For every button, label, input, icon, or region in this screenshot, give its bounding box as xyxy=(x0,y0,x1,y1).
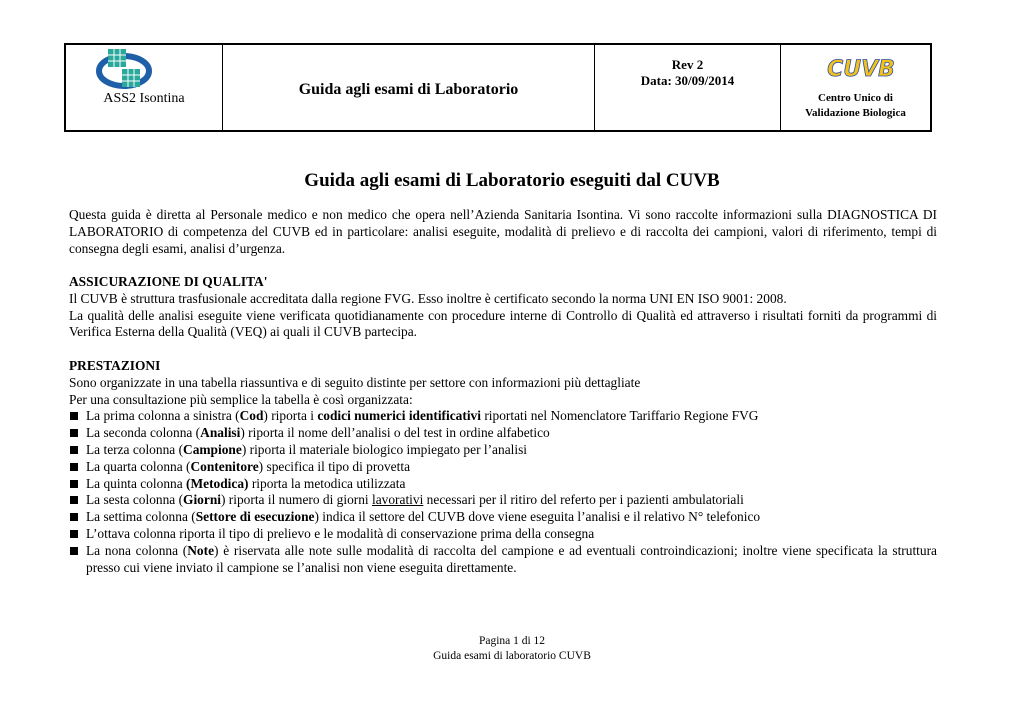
revision-date: Data: 30/09/2014 xyxy=(640,73,735,88)
ass2-logo-icon xyxy=(96,47,152,91)
list-item: La sesta colonna (Giorni) riporta il numero di giorni lavorativi necessari per il ritiro del referto per i pazienti ambulatoriali xyxy=(69,492,937,509)
column-list xyxy=(69,408,937,576)
list-item: La quinta colonna (Metodica) riporta la metodica utilizzata xyxy=(69,476,937,493)
header-rev-cell xyxy=(595,45,781,130)
quality-line2: La qualità delle analisi eseguite viene verificata quotidianamente con procedure interne di Controllo di Qualità ed attraverso i risultati forniti da programmi di Verifica Esterna della Qualità (VEQ) ai quali il CUVB partecipa. xyxy=(69,307,937,340)
list-item: La seconda colonna (Analisi) riporta il nome dell’analisi o del test in ordine alfabetico xyxy=(69,425,937,442)
services-line1: Sono organizzate in una tabella riassuntiva e di seguito distinte per settore con informazioni più dettagliate xyxy=(69,374,641,390)
list-item: La settima colonna (Settore di esecuzione) indica il settore del CUVB dove viene eseguita l’analisi e il relativo N° telefonico xyxy=(69,509,937,526)
list-item: La terza colonna (Campione) riporta il materiale biologico impiegato per l’analisi xyxy=(69,442,937,459)
cuvb-subtitle xyxy=(781,91,930,121)
header-cuvb-cell xyxy=(781,45,930,130)
revision: Rev 2 xyxy=(671,57,704,72)
revision-info xyxy=(595,57,780,89)
footer-label: Guida esami di laboratorio CUVB xyxy=(433,650,591,662)
intro-text: Questa guida è diretta al Personale medico e non medico che opera nell’Azienda Sanitaria Isontina. Vi sono raccolte informazioni sulla DIAGNOSTICA DI LABORATORIO di competenza del CUVB ed in particolare: analisi eseguite, modalità di prelievo e di raccolta dei campioni, valori di riferimento, tempi di consegna degli esami, analisi d’urgenza. xyxy=(69,207,937,256)
intro-paragraph xyxy=(69,207,937,257)
list-item: La nona colonna (Note) è riservata alle note sulle modalità di raccolta del campione e ad eventuali controindicazioni; inoltre viene specificata la struttura presso cui viene inviato il campione se l’analisi non viene eseguita direttamente. xyxy=(69,543,937,577)
list-item: La prima colonna a sinistra (Cod) riporta i codici numerici identificativi riportati nel Nomenclatore Tariffario Regione FVG xyxy=(69,408,937,425)
page-title: Guida agli esami di Laboratorio eseguiti dal CUVB xyxy=(304,170,720,191)
cuvb-line1: Centro Unico di xyxy=(818,92,893,104)
page-number: Pagina 1 di 12 xyxy=(478,635,546,647)
quality-heading: ASSICURAZIONE DI QUALITA' xyxy=(69,274,268,289)
services-section xyxy=(69,358,937,576)
cuvb-line2: Validazione Biologica xyxy=(805,107,906,119)
cuvb-logo-text: CUVB xyxy=(827,57,895,82)
doc-title: Guida agli esami di Laboratorio xyxy=(298,81,519,98)
list-item: L’ottava colonna riporta il tipo di prelievo e le modalità di conservazione prima della consegna xyxy=(69,526,937,543)
list-item: La quarta colonna (Contenitore) specifica il tipo di provetta xyxy=(69,459,937,476)
page-footer xyxy=(0,634,1024,664)
header-title-cell xyxy=(223,45,595,130)
header-org-cell xyxy=(66,45,223,130)
org-name: ASS2 Isontina xyxy=(103,91,185,106)
services-heading: PRESTAZIONI xyxy=(69,358,161,373)
services-line2: Per una consultazione più semplice la tabella è così organizzata: xyxy=(69,391,413,407)
header-table xyxy=(64,43,932,132)
cuvb-logo-icon xyxy=(827,49,895,85)
quality-line1: Il CUVB è struttura trasfusionale accreditata dalla regione FVG. Esso inoltre è certificato secondo la norma UNI EN ISO 9001: 2008. xyxy=(69,290,787,306)
quality-section xyxy=(69,274,937,341)
